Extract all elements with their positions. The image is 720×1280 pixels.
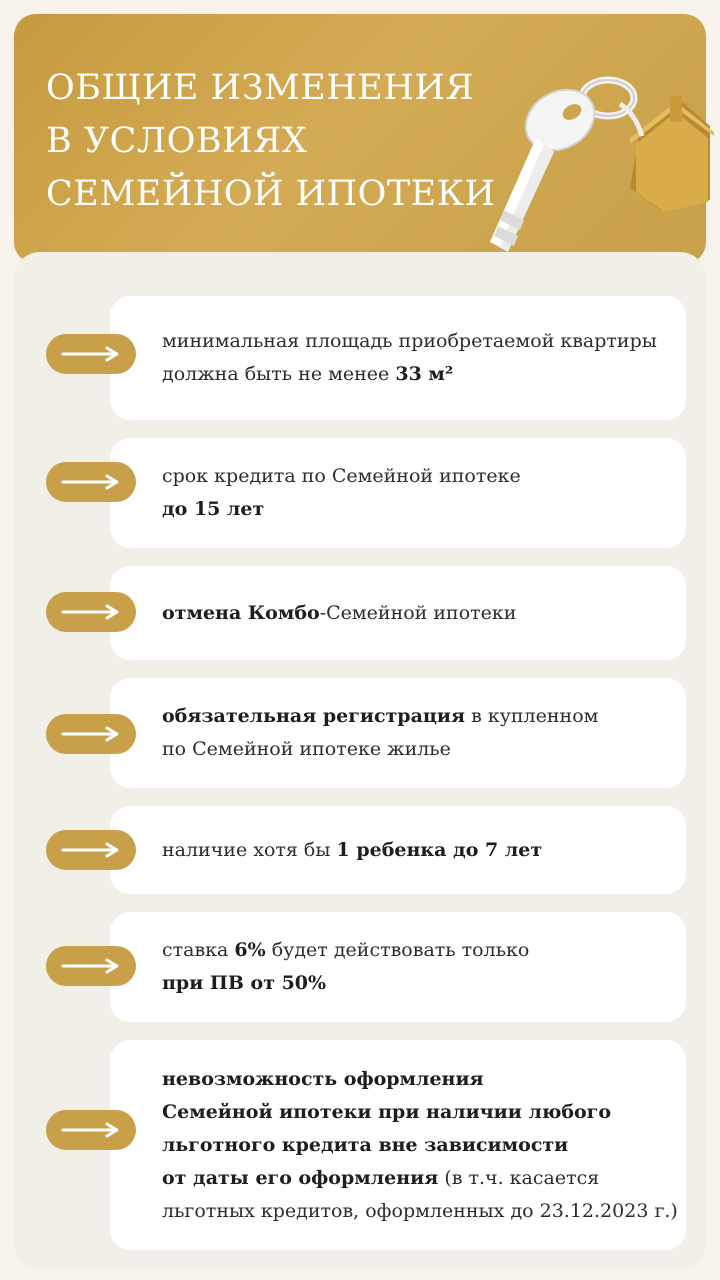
item-text: в купленном [465, 705, 599, 727]
item-text-line [162, 700, 666, 733]
list-item [110, 912, 686, 1022]
item-text-bold: 33 м² [395, 363, 454, 385]
item-text-bold: Семейной ипотеки при наличии любого [162, 1100, 611, 1123]
item-text-bold: отмена Комбо [162, 601, 320, 624]
item-text-line [162, 597, 666, 630]
item-text-line [162, 325, 666, 358]
item-text: (в т.ч. касается [438, 1166, 600, 1189]
item-text-bold: невозможность оформления [162, 1067, 484, 1090]
list-item [110, 678, 686, 788]
item-text: по Семейной ипотеке жилье [162, 738, 451, 760]
arrow-line [61, 604, 121, 620]
arrow-right-icon [46, 1110, 136, 1150]
item-text-bold: 6% [234, 939, 266, 961]
item-text: будет действовать только [265, 939, 530, 961]
list-item [110, 296, 686, 420]
list-item [110, 1040, 686, 1250]
item-text: наличие хотя бы [162, 838, 337, 861]
item-text-line [162, 1096, 666, 1129]
arrow-line [61, 474, 121, 490]
item-text: -Семейной ипотеки [319, 601, 517, 624]
item-text-bold: от даты его оформления [162, 1166, 439, 1189]
item-text-line [162, 1195, 678, 1228]
arrow-line [61, 726, 121, 742]
item-text-line [162, 1129, 666, 1162]
list-item [110, 566, 686, 660]
list-item [110, 438, 686, 548]
item-text-bold: при ПВ от 50% [162, 972, 327, 994]
item-text-line [162, 460, 666, 493]
item-text-line [162, 834, 666, 867]
item-text-bold: льготного кредита вне зависимости [162, 1133, 569, 1156]
item-text-line [162, 967, 666, 1000]
item-text: срок кредита по Семейной ипотеке [162, 465, 521, 487]
item-text: льготных кредитов, оформленных до 23.12.2023 г.) [162, 1199, 678, 1222]
item-text-bold: 1 ребенка до 7 лет [336, 838, 543, 861]
arrow-right-icon [46, 714, 136, 754]
item-text-line [162, 733, 666, 766]
item-text-line [162, 1162, 666, 1195]
arrow-right-icon [46, 592, 136, 632]
arrow-line [61, 842, 121, 858]
arrow-right-icon [46, 830, 136, 870]
arrow-right-icon [46, 334, 136, 374]
title-line: ОБЩИЕ ИЗМЕНЕНИЯ [46, 68, 475, 108]
item-text-bold: до 15 лет [162, 498, 265, 520]
arrow-right-icon [46, 946, 136, 986]
title-line: СЕМЕЙНОЙ ИПОТЕКИ [46, 174, 496, 214]
item-text: должна быть не менее [162, 363, 396, 385]
item-text-line [162, 1063, 666, 1096]
item-text-line [162, 358, 666, 391]
key-with-house-keychain-icon [480, 60, 720, 280]
arrow-line [61, 1122, 121, 1138]
item-text-bold: обязательная регистрация [162, 705, 466, 727]
list-item [110, 806, 686, 894]
item-text: минимальная площадь приобретаемой квартиры [162, 330, 657, 352]
page-title [46, 62, 495, 221]
item-text: ставка [162, 939, 235, 961]
title-line: В УСЛОВИЯХ [46, 121, 308, 161]
arrow-line [61, 958, 121, 974]
arrow-line [61, 346, 121, 362]
arrow-right-icon [46, 462, 136, 502]
item-text-line [162, 934, 666, 967]
item-text-line [162, 493, 666, 526]
